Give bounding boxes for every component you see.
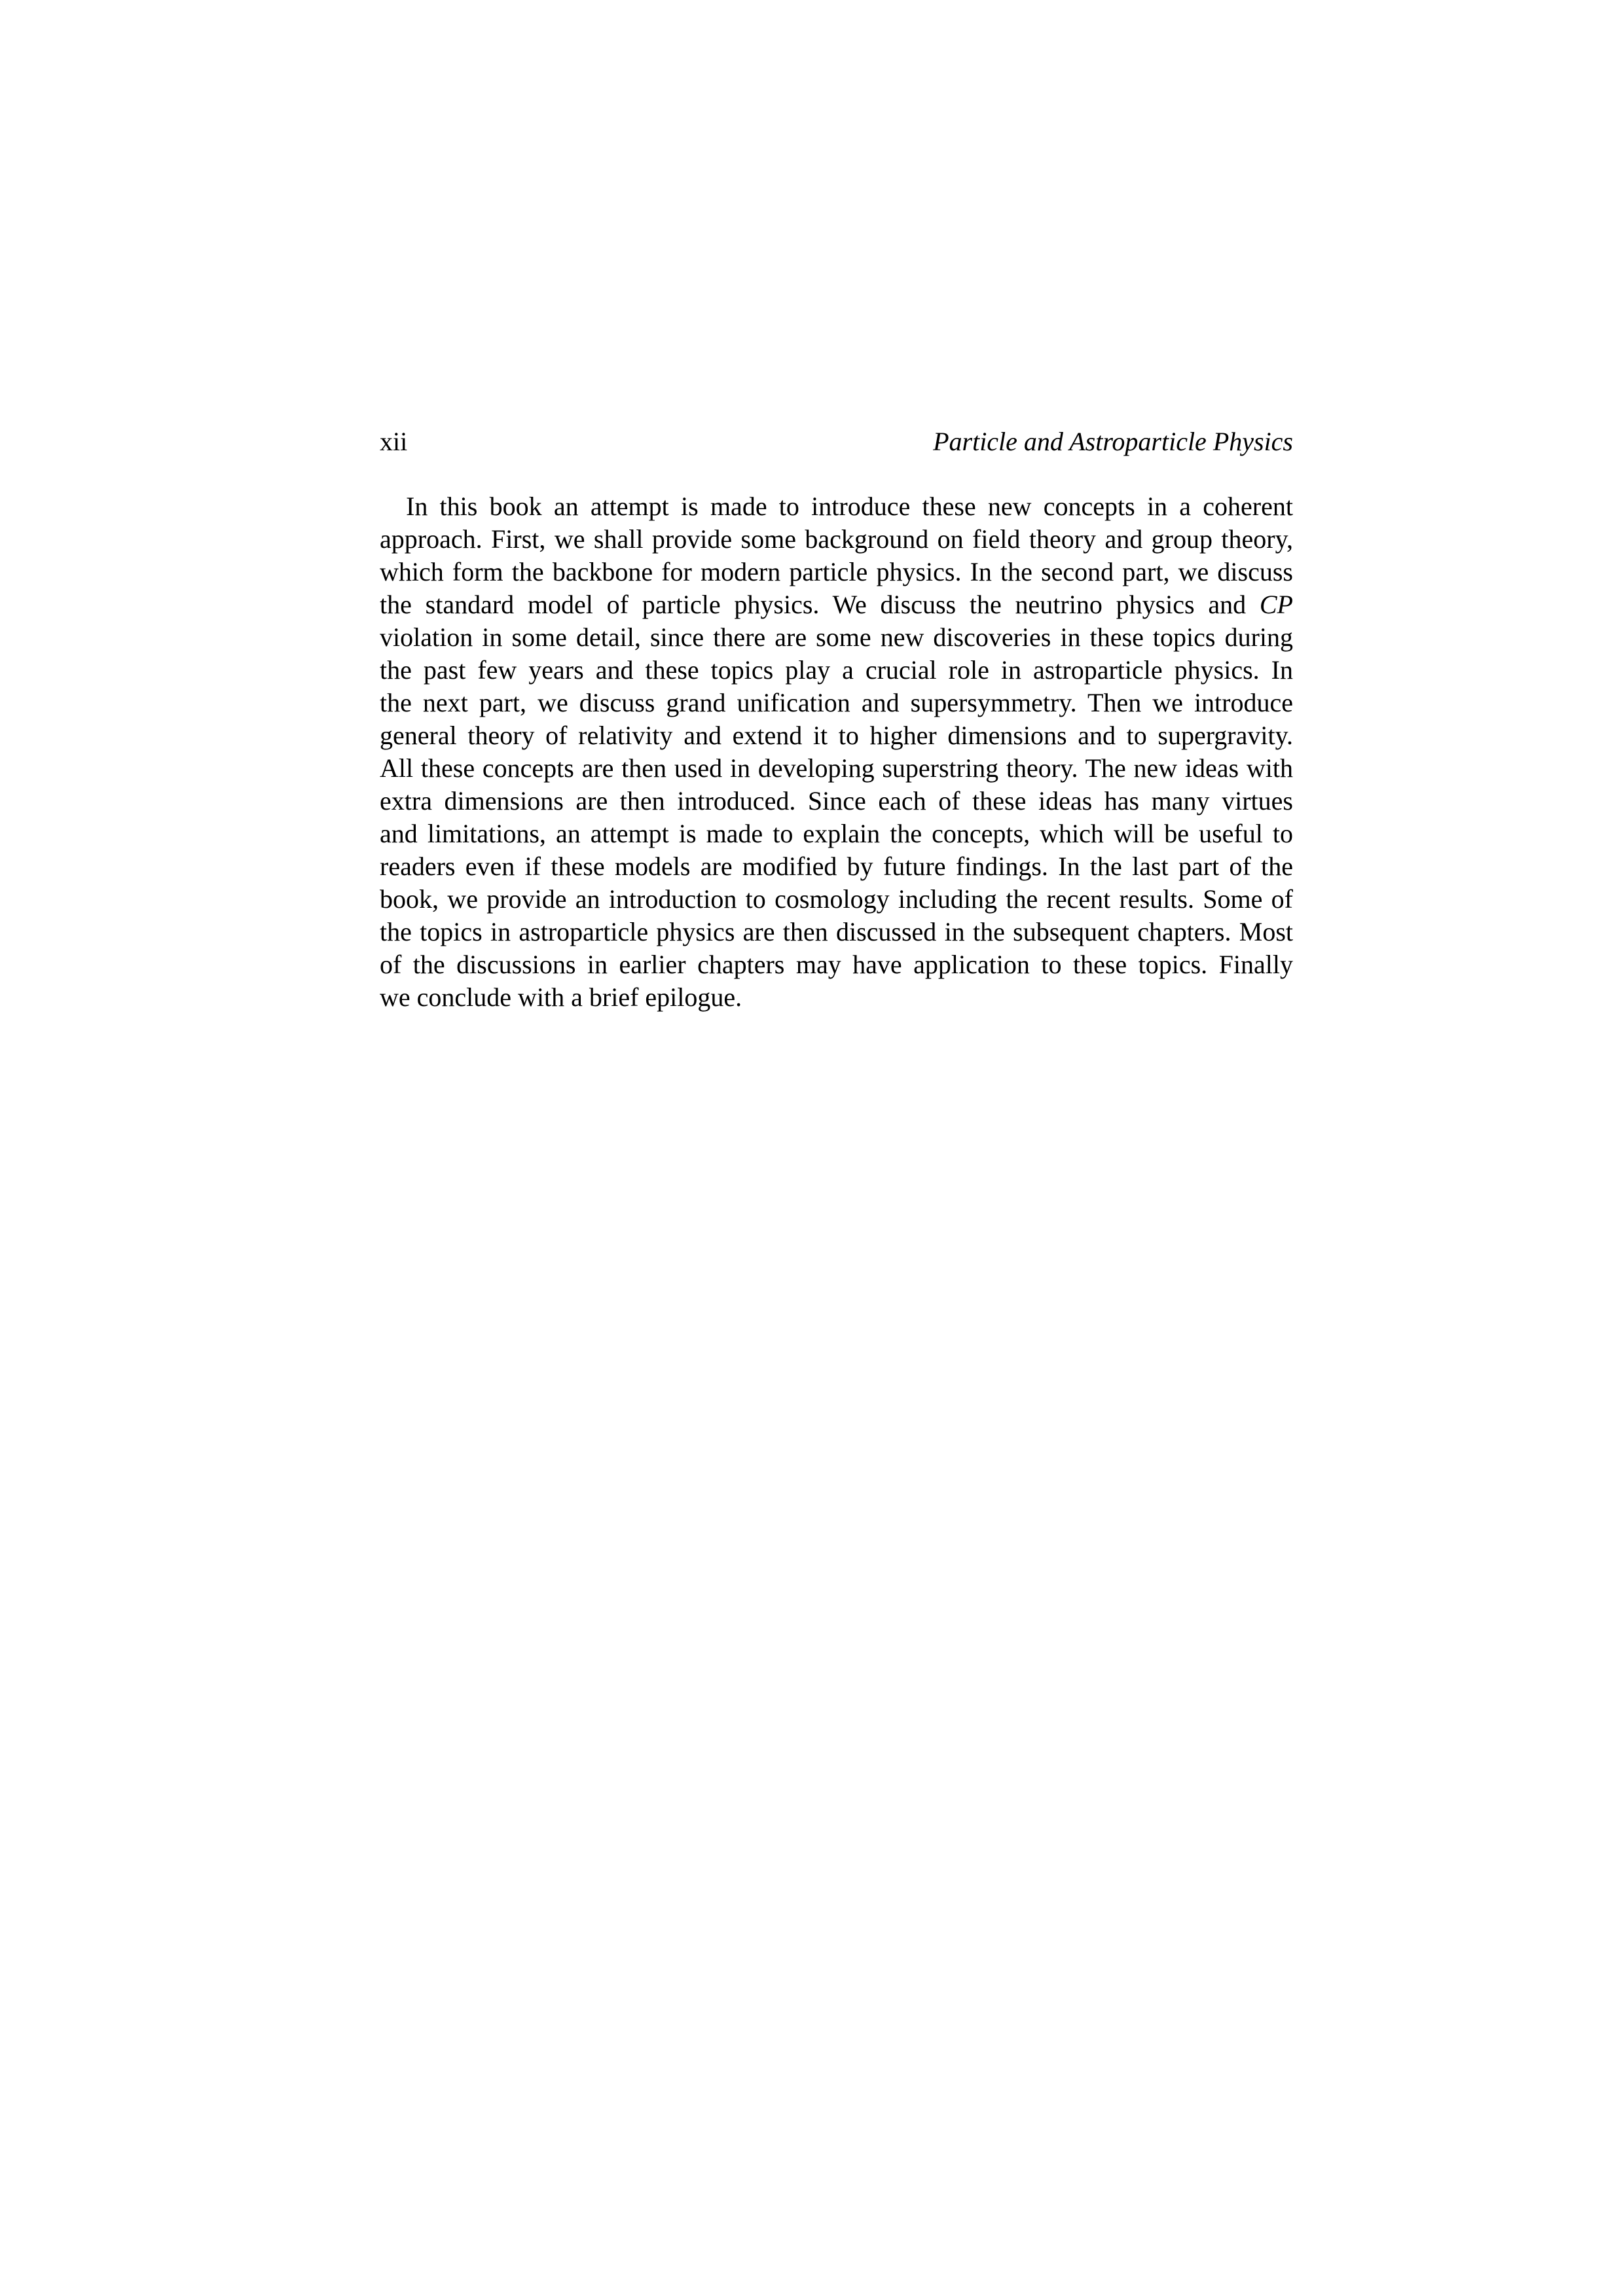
paragraph-line: book, we provide an introduction to cosmology including the recent results. Some of [380,884,1293,914]
paragraph-line: All these concepts are then used in developing superstring theory. The new ideas with [380,753,1293,783]
paragraph-line: approach. First, we shall provide some background on field theory and group theory, [380,524,1293,554]
paragraph-line: violation in some detail, since there are some new discoveries in these topics during [380,622,1293,652]
paragraph-line: extra dimensions are then introduced. Since each of these ideas has many virtues [380,786,1293,816]
paragraph-line: the next part, we discuss grand unification and supersymmetry. Then we introduce [380,688,1293,717]
paragraph-line: which form the backbone for modern particle physics. In the second part, we discuss [380,557,1293,586]
paragraph-line: the topics in astroparticle physics are then discussed in the subsequent chapters. Most [380,917,1293,946]
paragraph-line: and limitations, an attempt is made to explain the concepts, which will be useful to [380,819,1293,848]
running-title: Particle and Astroparticle Physics [933,427,1293,456]
paragraph-line: the standard model of particle physics. We discuss the neutrino physics and CP [380,590,1293,619]
paragraph-line: we conclude with a brief epilogue. [380,982,742,1012]
paragraph-line: general theory of relativity and extend it to higher dimensions and to supergravity. [380,721,1293,750]
paragraph-line: In this book an attempt is made to introduce these new concepts in a coherent [406,492,1293,521]
paragraph-line: readers even if these models are modified by future findings. In the last part of the [380,852,1293,881]
page-header [380,422,1293,461]
paragraph-line: the past few years and these topics play a crucial role in astroparticle physics. In [380,655,1293,685]
paragraph-line: of the discussions in earlier chapters may have application to these topics. Finally [380,950,1293,979]
cp-abbreviation: CP [1259,590,1293,619]
body-paragraph [380,490,1293,1014]
page-number: xii [380,427,408,456]
